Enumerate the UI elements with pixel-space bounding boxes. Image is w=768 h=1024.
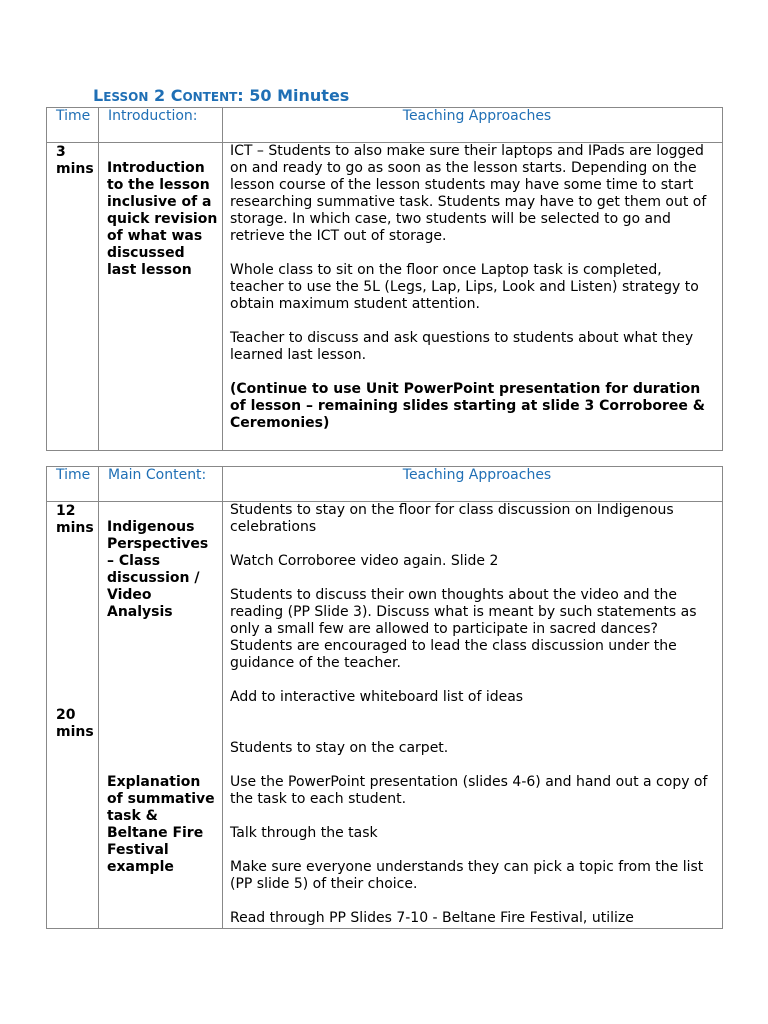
topic-cell [99, 143, 223, 451]
approach-paragraph: Add to interactive whiteboard list of ideas [230, 689, 524, 705]
approach-paragraph: ICT – Students to also make sure their laptops and IPads are logged on and ready to go as soon as the lesson starts. Depending on the lesson course of the lesson students may have some time to start researching summative task. Students may have to get them out of storage. In which case, two students will be selected to go and retrieve the ICT out of storage. [230, 143, 707, 244]
title-word-ontent: ONTENT [182, 90, 238, 104]
approaches-cell [223, 502, 723, 929]
table-header-row [47, 108, 723, 143]
topic-text: Explanation of summative task & Beltane Fire Festival example [107, 774, 215, 875]
approach-paragraph: Use the PowerPoint presentation (slides 4-6) and hand out a copy of the task to each student. [230, 774, 708, 807]
approach-paragraph: Talk through the task [230, 825, 378, 841]
approach-paragraph: Watch Corroboree video again. Slide 2 [230, 553, 499, 569]
approach-paragraph-note: (Continue to use Unit PowerPoint presentation for duration of lesson – remaining slides starting at slide 3 Corroboree & Ceremonies) [230, 381, 706, 431]
header-time: Time [47, 108, 99, 143]
approach-paragraph: Make sure everyone understands they can pick a topic from the list (PP slide 5) of their choice. [230, 859, 704, 892]
title-initial-c: C [170, 86, 183, 105]
approach-paragraph: Students to stay on the carpet. [230, 740, 449, 756]
lesson-title [93, 86, 349, 105]
title-number: 2 [153, 86, 166, 105]
header-time: Time [47, 467, 99, 502]
time-cell: 3 mins [47, 143, 99, 451]
time-cell [47, 502, 99, 929]
time-value: 12 mins [56, 503, 94, 536]
title-initial-l: L [93, 86, 104, 105]
approach-paragraph: Students to discuss their own thoughts about the video and the reading (PP Slide 3). Discuss what is meant by such statements as only a small few are allowed to participate in sacred dances? Students are encouraged to lead the class discussion under the guidance of the teacher. [230, 587, 697, 671]
header-introduction: Introduction: [99, 108, 223, 143]
approach-paragraph: Teacher to discuss and ask questions to students about what they learned last lesson. [230, 330, 694, 363]
table-header-row [47, 467, 723, 502]
header-teaching-approaches: Teaching Approaches [223, 108, 723, 143]
topic-cell [99, 502, 223, 929]
table-row [47, 502, 723, 929]
title-suffix: : 50 Minutes [237, 86, 350, 105]
table-row [47, 143, 723, 451]
time-value: 20 mins [56, 707, 94, 740]
approaches-cell [223, 143, 723, 451]
header-main-content: Main Content: [99, 467, 223, 502]
lesson-table-main [46, 466, 723, 929]
header-teaching-approaches: Teaching Approaches [223, 467, 723, 502]
title-word-esson: ESSON [103, 90, 149, 104]
lesson-table-intro [46, 107, 723, 451]
topic-text: Indigenous Perspectives – Class discussion / Video Analysis [107, 519, 209, 620]
topic-text: Introduction to the lesson inclusive of a quick revision of what was discussed last lesson [107, 160, 218, 278]
approach-paragraph: Students to stay on the floor for class discussion on Indigenous celebrations [230, 502, 674, 535]
approach-paragraph: Whole class to sit on the floor once Laptop task is completed, teacher to use the 5L (Legs, Lap, Lips, Look and Listen) strategy to obtain maximum student attention. [230, 262, 699, 312]
approach-paragraph: Read through PP Slides 7-10 - Beltane Fire Festival, utilize [230, 910, 634, 926]
